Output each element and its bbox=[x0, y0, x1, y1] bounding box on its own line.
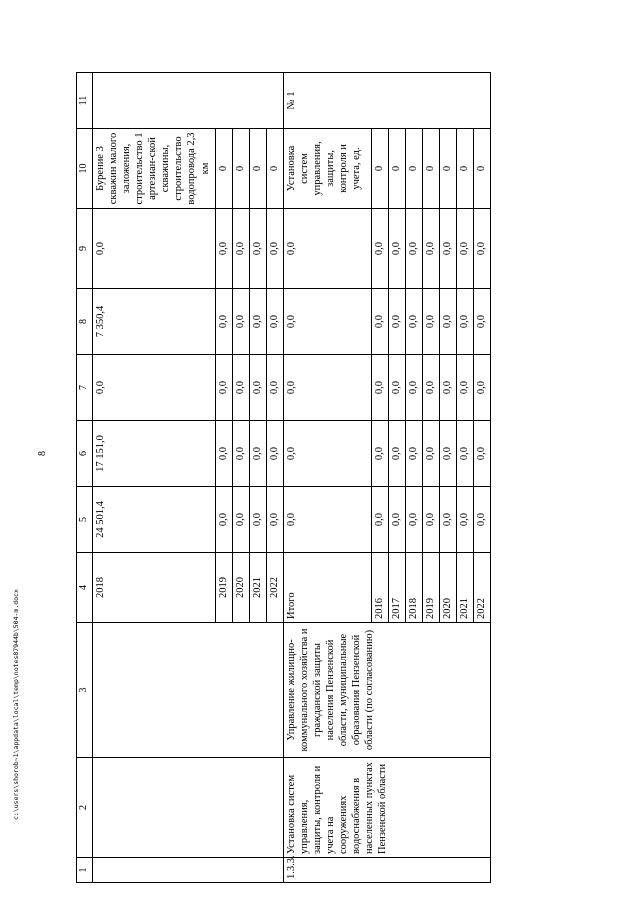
value-cell: 0,0 bbox=[266, 355, 283, 421]
cell-empty bbox=[92, 758, 283, 858]
value-cell: 0,0 bbox=[283, 289, 371, 355]
value-cell: 0 bbox=[405, 129, 422, 209]
value-cell: 0,0 bbox=[215, 289, 232, 355]
colnum-4: 4 bbox=[77, 553, 93, 623]
value-cell: 0,0 bbox=[283, 487, 371, 553]
value-cell: 17 151,0 bbox=[92, 421, 215, 487]
colnum-10: 10 bbox=[77, 129, 93, 209]
value-cell: 0,0 bbox=[266, 487, 283, 553]
year-cell: 2020 bbox=[232, 553, 249, 623]
item-number: 1.3.3. bbox=[283, 858, 490, 883]
colnum-2: 2 bbox=[77, 758, 93, 858]
rotated-table-sheet bbox=[76, 73, 586, 883]
value-cell: 0,0 bbox=[456, 209, 473, 289]
indicator-link: № 1 bbox=[283, 73, 490, 129]
year-cell: 2019 bbox=[422, 553, 439, 623]
value-cell: 0 bbox=[456, 129, 473, 209]
value-cell: 0,0 bbox=[456, 355, 473, 421]
value-cell: 24 501,4 bbox=[92, 487, 215, 553]
year-cell: 2022 bbox=[473, 553, 490, 623]
value-cell: 0,0 bbox=[456, 487, 473, 553]
colnum-6: 6 bbox=[77, 421, 93, 487]
result-cell: Бурение 3 скважин малого заложения, строительство 1 артезиан-ской скважины, строительство водопровода 2,3 км bbox=[92, 129, 215, 209]
value-cell: 0,0 bbox=[456, 289, 473, 355]
colnum-7: 7 bbox=[77, 355, 93, 421]
value-cell: 0,0 bbox=[422, 421, 439, 487]
value-cell: 0,0 bbox=[473, 209, 490, 289]
value-cell: 0,0 bbox=[439, 421, 456, 487]
program-table bbox=[76, 72, 491, 883]
value-cell: 0 bbox=[439, 129, 456, 209]
value-cell: 0,0 bbox=[215, 209, 232, 289]
value-cell: 0,0 bbox=[405, 209, 422, 289]
cell-empty bbox=[92, 623, 283, 758]
value-cell: 0,0 bbox=[439, 289, 456, 355]
column-number-row bbox=[77, 73, 93, 883]
cell-empty bbox=[92, 73, 283, 129]
value-cell: 0,0 bbox=[283, 421, 371, 487]
value-cell: 0,0 bbox=[92, 209, 215, 289]
item-executor: Управление жилищно-коммунального хозяйства и гражданской защиты населения Пензенской области, муниципальные образования Пензенской области (по согласованию) bbox=[283, 623, 490, 758]
value-cell: 0 bbox=[249, 129, 266, 209]
table-row bbox=[92, 73, 215, 883]
file-path-footer: c:\users\shorob~1\appdata\local\temp\notes87944b\504-m.docx bbox=[12, 589, 20, 820]
colnum-11: 11 bbox=[77, 73, 93, 129]
value-cell: 0,0 bbox=[266, 209, 283, 289]
value-cell: 0 bbox=[473, 129, 490, 209]
table-row bbox=[283, 73, 371, 883]
colnum-5: 5 bbox=[77, 487, 93, 553]
value-cell: 0,0 bbox=[388, 209, 405, 289]
value-cell: 0,0 bbox=[371, 421, 388, 487]
value-cell: 0,0 bbox=[422, 209, 439, 289]
value-cell: 0,0 bbox=[388, 355, 405, 421]
value-cell: 0,0 bbox=[422, 487, 439, 553]
value-cell: 0,0 bbox=[92, 355, 215, 421]
value-cell: 0,0 bbox=[405, 355, 422, 421]
value-cell: 0,0 bbox=[283, 355, 371, 421]
value-cell: 0 bbox=[388, 129, 405, 209]
value-cell: 0,0 bbox=[439, 487, 456, 553]
value-cell: 0,0 bbox=[232, 487, 249, 553]
value-cell: 0,0 bbox=[388, 421, 405, 487]
value-cell: 0,0 bbox=[266, 421, 283, 487]
value-cell: 0 bbox=[232, 129, 249, 209]
colnum-9: 9 bbox=[77, 209, 93, 289]
result-cell: Установка систем управления, защиты, контроля и учета, ед. bbox=[283, 129, 371, 209]
colnum-3: 3 bbox=[77, 623, 93, 758]
value-cell: 0 bbox=[422, 129, 439, 209]
value-cell: 0,0 bbox=[473, 289, 490, 355]
value-cell: 0 bbox=[371, 129, 388, 209]
year-cell: 2019 bbox=[215, 553, 232, 623]
value-cell: 0,0 bbox=[439, 209, 456, 289]
item-name: Установка систем управления, защиты, контроля и учета на сооружениях водоснабжения в населенных пунктах Пензенской области bbox=[283, 758, 490, 858]
value-cell: 0,0 bbox=[283, 209, 371, 289]
value-cell: 0,0 bbox=[249, 487, 266, 553]
value-cell: 0,0 bbox=[405, 289, 422, 355]
value-cell: 0,0 bbox=[388, 487, 405, 553]
value-cell: 0,0 bbox=[215, 421, 232, 487]
value-cell: 0,0 bbox=[473, 421, 490, 487]
colnum-8: 8 bbox=[77, 289, 93, 355]
value-cell: 0,0 bbox=[249, 209, 266, 289]
year-cell: 2018 bbox=[92, 553, 215, 623]
year-cell: 2020 bbox=[439, 553, 456, 623]
value-cell: 0,0 bbox=[439, 355, 456, 421]
value-cell: 0,0 bbox=[371, 487, 388, 553]
value-cell: 0,0 bbox=[405, 487, 422, 553]
value-cell: 0,0 bbox=[473, 355, 490, 421]
value-cell: 0,0 bbox=[422, 355, 439, 421]
value-cell: 0,0 bbox=[266, 289, 283, 355]
value-cell: 0 bbox=[215, 129, 232, 209]
colnum-1: 1 bbox=[77, 858, 93, 883]
year-cell: 2016 bbox=[371, 553, 388, 623]
value-cell: 7 350,4 bbox=[92, 289, 215, 355]
value-cell: 0,0 bbox=[215, 355, 232, 421]
value-cell: 0,0 bbox=[232, 209, 249, 289]
value-cell: 0,0 bbox=[422, 289, 439, 355]
value-cell: 0,0 bbox=[456, 421, 473, 487]
year-cell: 2018 bbox=[405, 553, 422, 623]
value-cell: 0,0 bbox=[215, 487, 232, 553]
value-cell: 0,0 bbox=[249, 355, 266, 421]
value-cell: 0 bbox=[266, 129, 283, 209]
value-cell: 0,0 bbox=[405, 421, 422, 487]
cell-empty bbox=[92, 858, 283, 883]
value-cell: 0,0 bbox=[232, 355, 249, 421]
value-cell: 0,0 bbox=[232, 421, 249, 487]
page-number: 8 bbox=[37, 451, 48, 456]
year-cell: 2021 bbox=[456, 553, 473, 623]
value-cell: 0,0 bbox=[371, 355, 388, 421]
value-cell: 0,0 bbox=[249, 421, 266, 487]
value-cell: 0,0 bbox=[232, 289, 249, 355]
value-cell: 0,0 bbox=[388, 289, 405, 355]
total-label: Итого bbox=[283, 553, 371, 623]
value-cell: 0,0 bbox=[371, 289, 388, 355]
year-cell: 2021 bbox=[249, 553, 266, 623]
value-cell: 0,0 bbox=[473, 487, 490, 553]
year-cell: 2017 bbox=[388, 553, 405, 623]
year-cell: 2022 bbox=[266, 553, 283, 623]
value-cell: 0,0 bbox=[371, 209, 388, 289]
value-cell: 0,0 bbox=[249, 289, 266, 355]
